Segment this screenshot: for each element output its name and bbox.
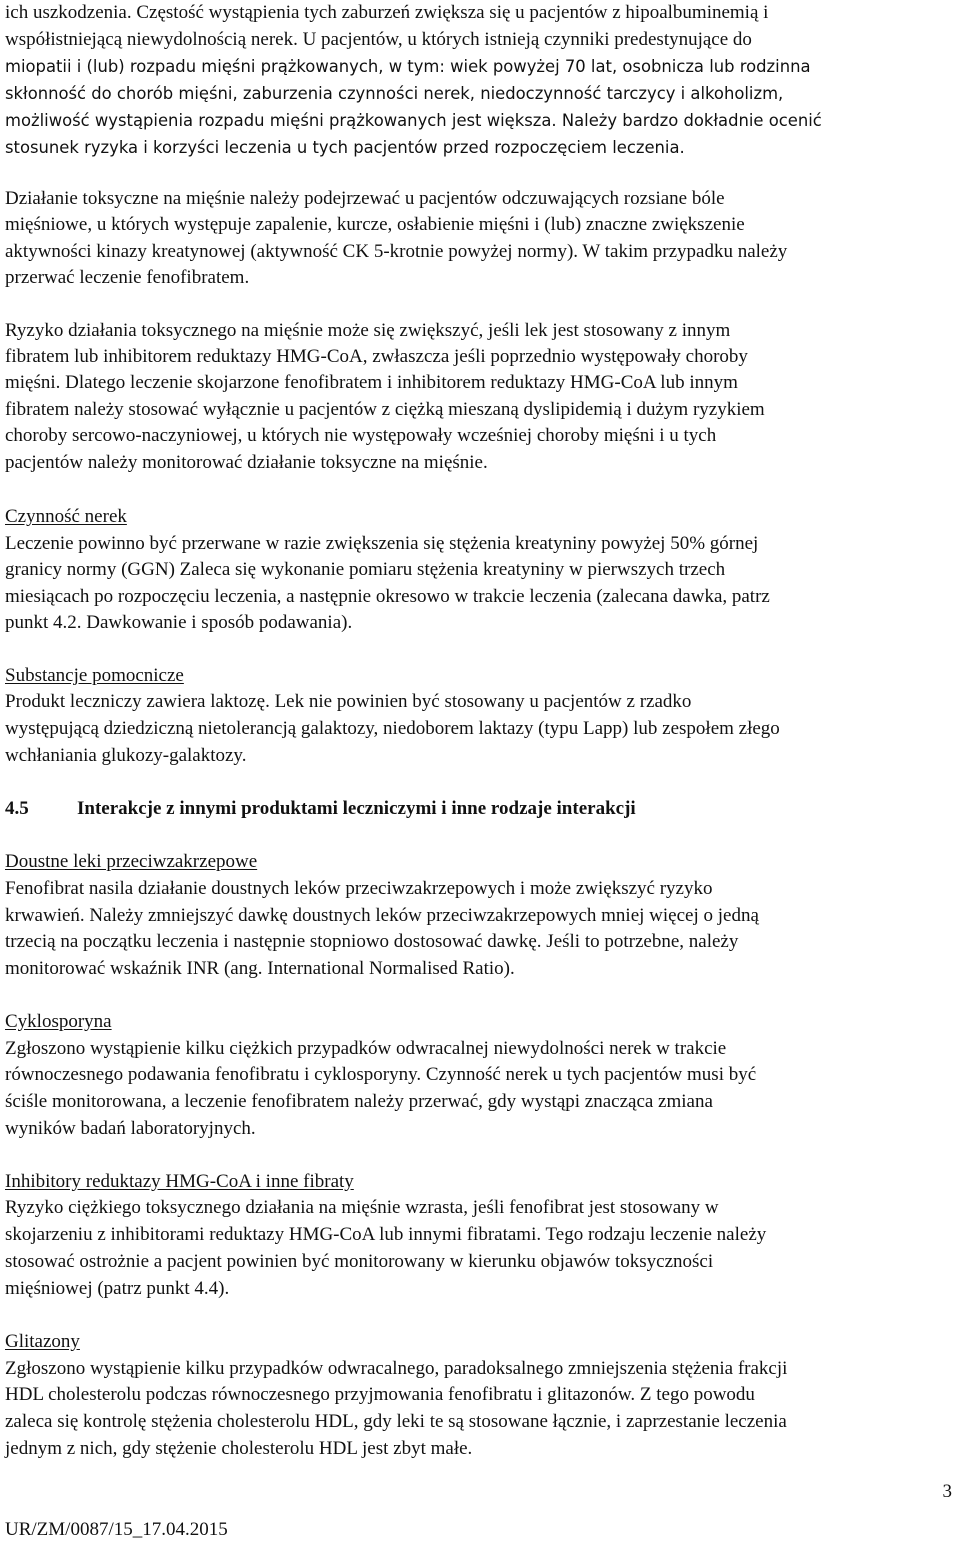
document-footer-code: UR/ZM/0087/15_17.04.2015 xyxy=(5,1519,228,1540)
text-line: choroby sercowo-naczyniowej, u których nie występowały wcześniej choroby mięśni i u tych xyxy=(5,425,717,446)
text-line: krwawień. Należy zmniejszyć dawkę doustnych leków przeciwzakrzepowych mniej więcej o jedną xyxy=(5,905,759,926)
text-line: Ryzyko ciężkiego toksycznego działania na mięśnie wzrasta, jeśli fenofibrat jest stosowany w xyxy=(5,1197,719,1218)
text-line: występującą dziedziczną nietolerancją galaktozy, niedoborem laktazy (typu Lapp) lub zespołem złego xyxy=(5,718,780,739)
text-line: współistniejącą niewydolnością nerek. U pacjentów, u których istnieją czynniki predestynujące do xyxy=(5,29,752,50)
text-line: mięśniowe, u których występuje zapalenie, kurcze, osłabienie mięśni i (lub) znaczne zwiększenie xyxy=(5,214,745,235)
text-line: pacjentów należy monitorować działanie toksyczne na mięśnie. xyxy=(5,452,488,473)
text-line: Produkt leczniczy zawiera laktozę. Lek nie powinien być stosowany u pacjentów z rzadko xyxy=(5,691,692,712)
subsection-heading: Inhibitory reduktazy HMG-CoA i inne fibraty xyxy=(5,1171,354,1192)
text-line: mięśni. Dlatego leczenie skojarzone fenofibratem i inhibitorem reduktazy HMG-CoA lub innym xyxy=(5,372,738,393)
section-number: 4.5 xyxy=(5,798,29,819)
page-number: 3 xyxy=(942,1481,952,1502)
text-line: stosunek ryzyka i korzyści leczenia u tych pacjentów przed rozpoczęciem leczenia. xyxy=(5,138,685,157)
text-line: zaleca się kontrolę stężenia cholesterolu HDL, gdy leki te są stosowane łącznie, i zaprzestanie leczenia xyxy=(5,1411,787,1432)
text-line: miesiącach po rozpoczęciu leczenia, a następnie okresowo w trakcie leczenia (zalecana dawka, patrz xyxy=(5,586,770,607)
section-heading xyxy=(5,796,636,822)
text-line: Leczenie powinno być przerwane w razie zwiększenia się stężenia kreatyniny powyżej 50% górnej xyxy=(5,533,759,554)
text-line: fibratem lub inhibitorem reduktazy HMG-CoA, zwłaszcza jeśli poprzednio występowały choroby xyxy=(5,346,748,367)
text-line: miopatii i (lub) rozpadu mięśni prążkowanych, w tym: wiek powyżej 70 lat, osobnicza lub rodzinna xyxy=(5,57,811,76)
text-line: granicy normy (GGN) Zaleca się wykonanie pomiaru stężenia kreatyniny w pierwszych trzech xyxy=(5,559,726,580)
text-line: ich uszkodzenia. Częstość wystąpienia tych zaburzeń zwiększa się u pacjentów z hipoalbuminemią i xyxy=(5,2,769,23)
text-line: równoczesnego podawania fenofibratu i cyklosporyny. Czynność nerek u tych pacjentów musi być xyxy=(5,1064,757,1085)
text-line: Fenofibrat nasila działanie doustnych leków przeciwzakrzepowych i może zwiększyć ryzyko xyxy=(5,878,713,899)
text-line: możliwość wystąpienia rozpadu mięśni prążkowanych jest większa. Należy bardzo dokładnie ocenić xyxy=(5,111,822,130)
text-line: punkt 4.2. Dawkowanie i sposób podawania). xyxy=(5,612,353,633)
text-line: jednym z nich, gdy stężenie cholesterolu HDL jest zbyt małe. xyxy=(5,1438,473,1459)
text-line: mięśniowej (patrz punkt 4.4). xyxy=(5,1278,230,1299)
text-line: fibratem należy stosować wyłącznie u pacjentów z ciężką mieszaną dyslipidemią i dużym ryzykiem xyxy=(5,399,765,420)
text-line: ściśle monitorowana, a leczenie fenofibratem należy przerwać, gdy wystąpi znacząca zmiana xyxy=(5,1091,713,1112)
subsection-heading: Glitazony xyxy=(5,1331,80,1352)
text-line: HDL cholesterolu podczas równoczesnego przyjmowania fenofibratu i glitazonów. Z tego powodu xyxy=(5,1384,755,1405)
text-line: aktywności kinazy kreatynowej (aktywność CK 5-krotnie powyżej normy). W takim przypadku należy xyxy=(5,241,788,262)
text-line: Zgłoszono wystąpienie kilku ciężkich przypadków odwracalnej niewydolności nerek w trakcie xyxy=(5,1038,727,1059)
subsection-heading: Substancje pomocnicze xyxy=(5,665,184,686)
text-line: monitorować wskaźnik INR (ang. International Normalised Ratio). xyxy=(5,958,515,979)
text-line: stosować ostrożnie a pacjent powinien być monitorowany w kierunku objawów toksyczności xyxy=(5,1251,714,1272)
text-line: skłonność do chorób mięśni, zaburzenia czynności nerek, niedoczynność tarczycy i alkoholizm, xyxy=(5,84,784,103)
text-line: Ryzyko działania toksycznego na mięśnie może się zwiększyć, jeśli lek jest stosowany z innym xyxy=(5,320,731,341)
text-line: trzecią na początku leczenia i następnie stopniowo dostosować dawkę. Jeśli to potrzebne, należy xyxy=(5,931,739,952)
text-line: wyników badań laboratoryjnych. xyxy=(5,1118,256,1139)
text-line: Działanie toksyczne na mięśnie należy podejrzewać u pacjentów odczuwających rozsiane bóle xyxy=(5,188,725,209)
subsection-heading: Czynność nerek xyxy=(5,506,127,527)
text-line: skojarzeniu z inhibitorami reduktazy HMG-CoA lub innymi fibratami. Tego rodzaju leczenie należy xyxy=(5,1224,767,1245)
subsection-heading: Doustne leki przeciwzakrzepowe xyxy=(5,851,258,872)
text-line: Zgłoszono wystąpienie kilku przypadków odwracalnego, paradoksalnego zmniejszenia stężenia frakcji xyxy=(5,1358,788,1379)
text-line: wchłaniania glukozy-galaktozy. xyxy=(5,745,247,766)
subsection-heading: Cyklosporyna xyxy=(5,1011,112,1032)
section-title: Interakcje z innymi produktami leczniczymi i inne rodzaje interakcji xyxy=(77,798,636,819)
text-line: przerwać leczenie fenofibratem. xyxy=(5,267,250,288)
